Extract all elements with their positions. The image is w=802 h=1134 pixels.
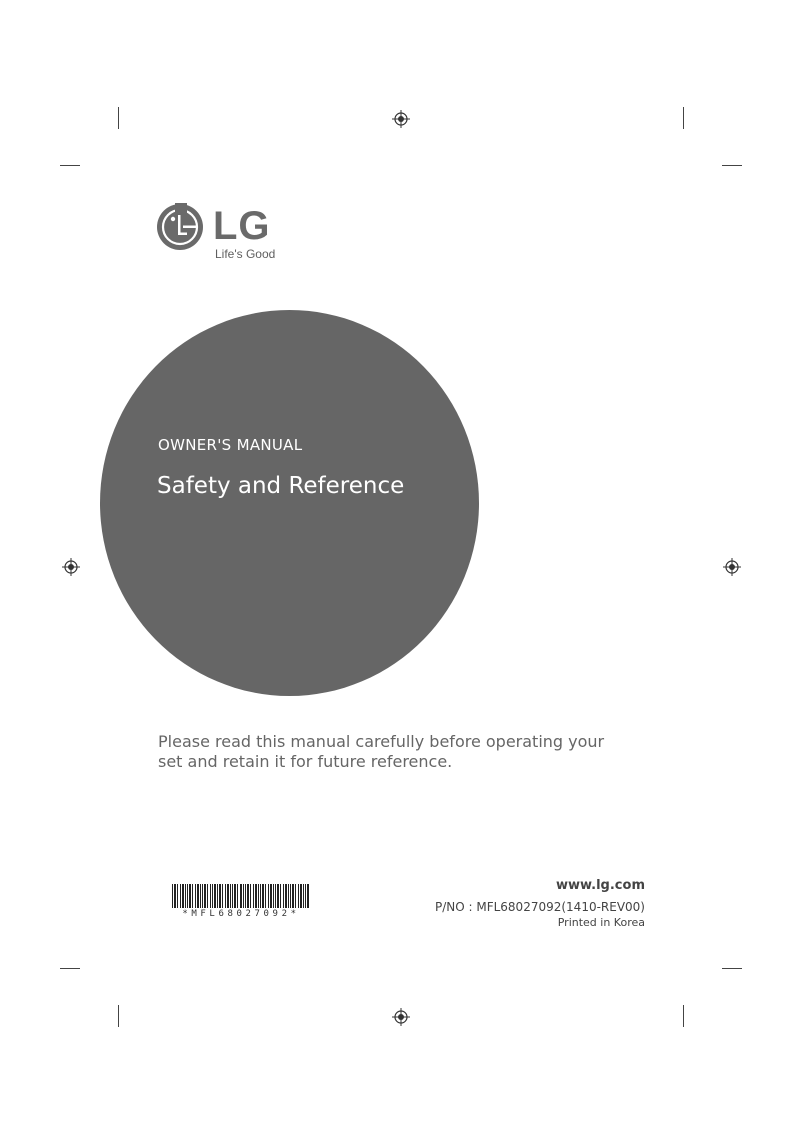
crop-mark-right-top (722, 165, 742, 166)
crop-mark-bottom-right (683, 1005, 684, 1027)
crop-mark-left-top (60, 165, 80, 166)
registration-mark-left-icon (62, 558, 80, 576)
crop-mark-top-right (683, 107, 684, 129)
crop-mark-right-bottom (722, 968, 742, 969)
website-link[interactable]: www.lg.com (555, 878, 645, 893)
registration-mark-right-icon (723, 558, 741, 576)
crop-mark-top-left (118, 107, 119, 129)
registration-mark-bottom-icon (392, 1008, 410, 1026)
lg-logo-text: LG (213, 204, 271, 248)
barcode-icon (172, 884, 310, 908)
crop-mark-bottom-left (118, 1005, 119, 1027)
barcode-number: *MFL68027092* (182, 909, 300, 919)
registration-mark-top-icon (392, 110, 410, 128)
printed-location: Printed in Korea (557, 916, 645, 929)
reading-notice: Please read this manual carefully before operating your set and retain it for future reference. (158, 732, 605, 771)
manual-title: Safety and Reference (157, 473, 405, 499)
manual-type-label: OWNER'S MANUAL (158, 436, 303, 454)
brand-tagline: Life's Good (215, 247, 276, 261)
crop-mark-left-bottom (60, 968, 80, 969)
part-number: P/NO : MFL68027092(1410-REV00) (434, 900, 645, 914)
lg-logo-icon (156, 203, 204, 251)
cover-circle (100, 310, 479, 696)
